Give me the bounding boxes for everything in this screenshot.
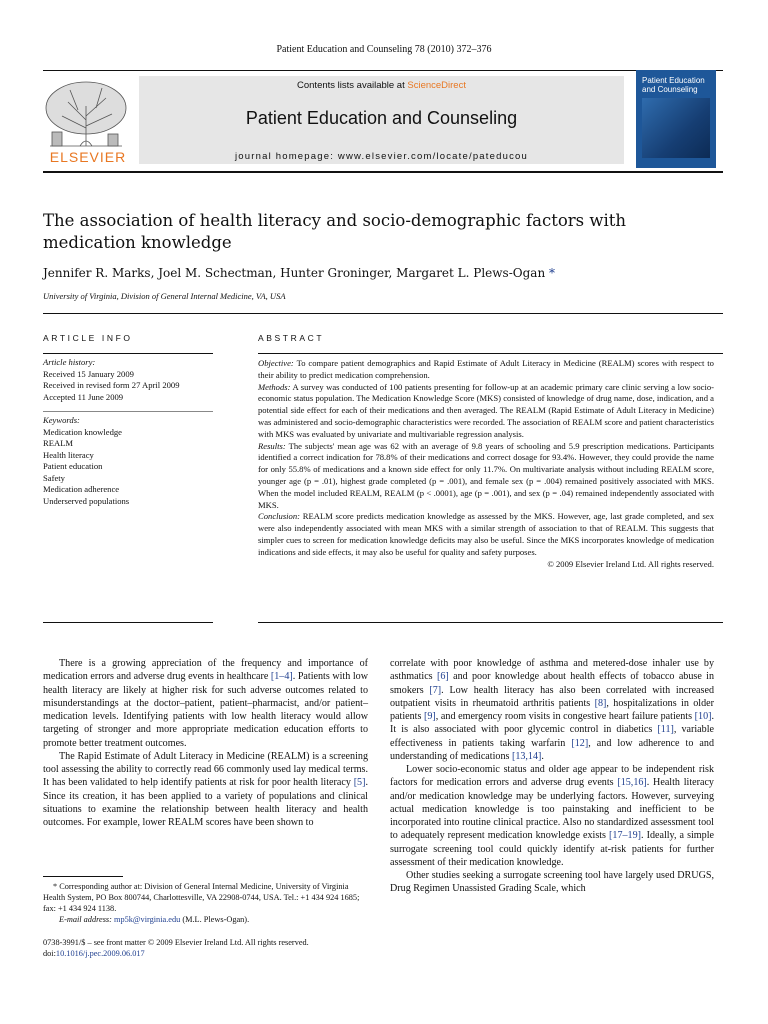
citation-link[interactable]: [17–19]	[609, 830, 641, 842]
body-text: , variable effectiveness in patients taking warfarin	[390, 724, 714, 749]
intro-paragraph-2	[43, 750, 368, 830]
article-history	[43, 357, 180, 403]
citation-link[interactable]: [15,16]	[617, 777, 647, 789]
intro-paragraph-3	[390, 763, 714, 869]
citation-link[interactable]: [12]	[571, 737, 589, 749]
email-link[interactable]: mp5k@virginia.edu	[114, 915, 181, 924]
body-text: . Ideally, a simple surrogate screening tool could quickly identify at-risk patients for further assessment of their medication knowledge.	[390, 830, 714, 868]
doi-line	[43, 948, 368, 959]
body-text: and poor knowledge about health effects of tobacco abuse in smokers	[390, 671, 715, 696]
abstract-heading: ABSTRACT	[258, 333, 325, 343]
citation-link[interactable]: [9]	[424, 711, 436, 722]
body-text: .	[541, 750, 544, 762]
abstract-objective	[258, 358, 714, 382]
methods-text: A survey was conducted of 100 patients presenting for follow-up at an academic primary care clinic serving a low socio-economic status population. The Medication Knowledge Score (MKS) consisted of knowledge of drug name, dose, indication, and a potential side effect for each of their medications and then averaged. The REALM (Rapid Estimate of Adult Literacy in Medicine) was administered and socio-demographic characteristics were recorded. The association of REALM score and patient characteristics with MKS was evaluated by univariate and multivariable regression analysis.	[258, 381, 714, 439]
article-info-bottom-rule	[43, 622, 213, 623]
citation-link[interactable]: [8]	[594, 697, 607, 709]
footnote-email-line	[43, 914, 368, 925]
abstract-conclusion	[258, 511, 714, 558]
contents-line	[139, 80, 624, 91]
body-left-column	[43, 657, 368, 829]
citation-link[interactable]: [5]	[353, 777, 366, 789]
keywords-block	[43, 415, 129, 507]
journal-cover-thumbnail	[636, 70, 716, 168]
body-text: , and low adherence to and understanding of medications	[390, 737, 715, 762]
author-list	[43, 266, 703, 280]
keyword-item: Patient education	[43, 461, 103, 471]
keyword-item: REALM	[43, 438, 74, 448]
footnote-rule	[43, 876, 123, 877]
body-text: The Rapid Estimate of Adult Literacy in Medicine (REALM) is a screening tool assessing the ability to correctly read 66 commonly used lay medical terms. It has been validated to help identify patients at risk for poor health literacy	[43, 750, 368, 789]
publisher-logo-text: ELSEVIER	[49, 149, 127, 165]
body-text: . Health literacy and/or medication knowledge may be underlying factors. However, surveying actual medication knowledge is too painstaking and inefficient to be incorporated into routine clinical practice. Also no standardized assessment tool to adequately represent medication knowledge exists	[390, 777, 714, 842]
keywords-label: Keywords:	[43, 415, 80, 425]
corresponding-author-footnote	[43, 881, 368, 925]
doi-link[interactable]: 10.1016/j.pec.2009.06.017	[55, 949, 145, 958]
body-text: . Since its creation, it has been applied to a variety of populations and clinical situations to examine the relationship between health literacy and health outcomes. For example, lower REALM scores have been shown to	[43, 777, 368, 828]
keyword-item: Medication knowledge	[43, 426, 122, 437]
history-accepted: Accepted 11 June 2009	[43, 391, 124, 402]
objective-text: To compare patient demographics and Rapid Estimate of Adult Literacy in Medicine (REALM) scores with respect to their ability to predict medication comprehension.	[258, 358, 714, 380]
email-suffix: (M.L. Plews-Ogan).	[180, 915, 250, 924]
citation-link[interactable]: [1–4]	[270, 671, 293, 683]
header-rule	[43, 313, 723, 314]
corresponding-author-mark[interactable]: *	[549, 266, 555, 280]
journal-title: Patient Education and Counseling	[245, 108, 518, 128]
journal-homepage-link[interactable]: journal homepage: www.elsevier.com/locate/pateducou	[234, 151, 529, 162]
abstract-body	[258, 358, 714, 570]
history-revised: Received in revised form 27 April 2009	[43, 380, 180, 390]
body-text: Lower socio-economic status and older age appear to be independent risk factors for medication errors and adverse drug events	[390, 764, 714, 789]
abstract-top-rule	[258, 353, 723, 354]
citation-link[interactable]: [6]	[436, 671, 449, 683]
body-text: There is a growing appreciation of the frequency and importance of medication errors and adverse drug events in healthcare	[43, 658, 368, 683]
conclusion-text: REALM score predicts medication knowledge as assessed by the MKS. However, age, last grade completed, and sex were also independently associated with mean MKS with a similar strength of association to that of REALM. This suggests that simpler cues to screen for medication knowledge deficits may also be useful. Since the MKS incorporates knowledge of medication indications and side effects, it may also be useful for quality and safety purposes.	[258, 511, 714, 557]
body-text: , hospitalizations in older patients	[390, 697, 714, 722]
cover-title: Patient Education and Counseling	[642, 76, 705, 94]
doi-label: doi:	[43, 949, 56, 958]
history-label: Article history:	[43, 357, 96, 367]
running-head: Patient Education and Counseling 78 (2010) 372–376	[276, 44, 492, 55]
keyword-item: Safety	[43, 472, 65, 483]
keyword-item: Underserved populations	[43, 495, 130, 506]
cover-photo	[642, 98, 710, 158]
citation-link[interactable]: [11]	[657, 724, 674, 736]
body-text: . Low health literacy has also been correlated with increased outpatient visits in rheumatoid arthritis patients	[390, 684, 714, 709]
body-text: . It is also associated with poor glycemic control in diabetics	[390, 711, 715, 736]
abstract-results	[258, 441, 714, 512]
body-text: , and emergency room visits in congestive heart failure patients	[435, 711, 695, 722]
article-title: The association of health literacy and socio-demographic factors with medication knowledge	[43, 211, 627, 252]
abstract-copyright: © 2009 Elsevier Ireland Ltd. All rights reserved.	[547, 558, 714, 569]
body-right-column	[390, 657, 714, 896]
article-info-heading: ARTICLE INFO	[43, 333, 133, 343]
keyword-item: Health literacy	[43, 449, 94, 460]
contents-prefix: Contents lists available at	[297, 80, 408, 91]
intro-paragraph-continued	[390, 657, 714, 763]
article-info-rule	[43, 353, 213, 354]
citation-link[interactable]: [7]	[429, 684, 442, 696]
masthead-top-rule	[43, 70, 723, 71]
info-divider	[43, 411, 213, 412]
body-text: . Patients with low health literacy are likely at higher risk for such adverse outcomes related to misunderstandings at the doctor–patient, patient–pharmacist, and/or patient–medication levels. Identifying patients with low health literacy would allow targeting of stronger and more appropriate medication education efforts to promote better treatment outcomes.	[43, 671, 368, 749]
intro-paragraph-4: Other studies seeking a surrogate screening tool have largely used DRUGS, Drug Regimen Unassisted Grading Scale, which	[390, 870, 714, 895]
footnote-text: * Corresponding author at: Division of General Internal Medicine, University of Virginia Health System, PO Box 800744, Charlottesville, VA 22908-0744, USA. Tel.: +1 434 924 1685; fax: +1 434 924 1138.	[43, 882, 360, 913]
citation-link[interactable]: [10]	[694, 711, 712, 722]
body-text: correlate with poor knowledge of asthma and metered-dose inhaler use by asthmatics	[390, 658, 714, 683]
sciencedirect-link[interactable]: ScienceDirect	[407, 80, 466, 91]
masthead-bottom-rule	[43, 171, 723, 173]
affiliation: University of Virginia, Division of General Internal Medicine, VA, USA	[43, 291, 286, 301]
keyword-item: Medication adherence	[43, 484, 120, 494]
history-received: Received 15 January 2009	[43, 368, 134, 379]
author-names: Jennifer R. Marks, Joel M. Schectman, Hunter Groninger, Margaret L. Plews-Ogan	[43, 266, 546, 280]
results-label: Results:	[258, 440, 286, 451]
issn-line: 0738-3991/$ – see front matter © 2009 Elsevier Ireland Ltd. All rights reserved.	[43, 938, 309, 947]
abstract-bottom-rule	[258, 622, 723, 623]
objective-label: Objective:	[258, 358, 294, 368]
abstract-methods	[258, 382, 714, 441]
methods-label: Methods:	[258, 381, 291, 392]
front-matter-block	[43, 937, 368, 959]
email-label: E-mail address:	[59, 915, 114, 924]
results-text: The subjects' mean age was 62 with an average of 9.8 years of schooling and 5.9 prescription medications. Participants identified a correct indication for 78.8% of their medications and correct dosage for 93.4%. However, they could provide the name for only 55.8% of medications and a known side effect for only 11.7%. On multivariate analysis without including REALM score, younger age (p = .01), highest grade completed (p = .001), and female sex (p = .004) remained positively associated with MKS. When the model included REALM, REALM (p < .0001), age (p = .001), and sex (p = .04) remained independently associated with MKS.	[258, 440, 715, 510]
intro-paragraph-1	[43, 657, 368, 750]
citation-link[interactable]: [13,14]	[511, 750, 542, 762]
conclusion-label: Conclusion:	[258, 511, 301, 522]
